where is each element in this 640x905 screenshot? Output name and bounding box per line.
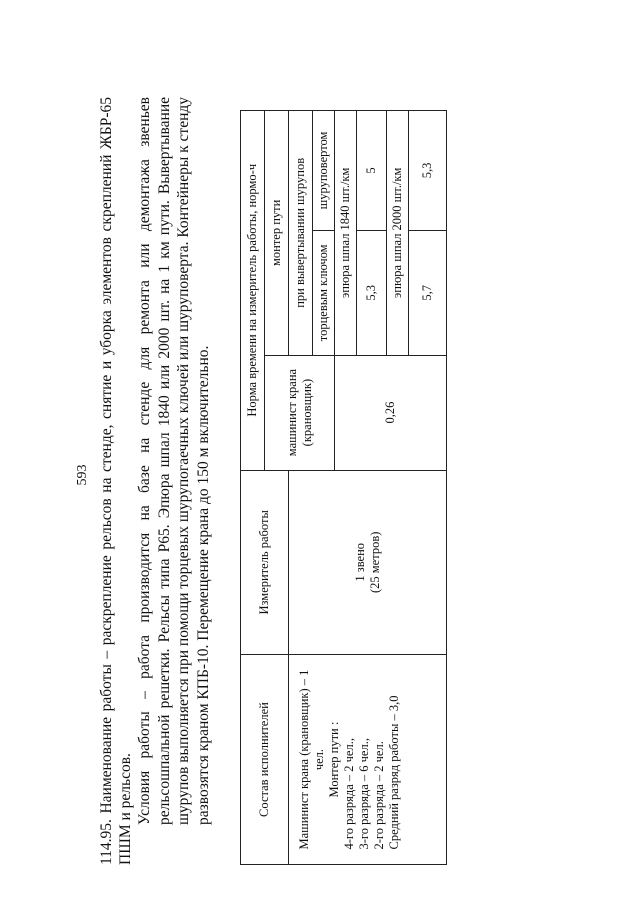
- crane-operator-value: 0,26: [335, 355, 447, 470]
- crew-cell: [289, 655, 447, 865]
- meter-line: (25 метров): [367, 531, 382, 594]
- work-title: 114.95. Наименование работы – раскрепление рельсов на стенде, снятие и уборка элементов скреплений ЖБР-65 ПШМ и рельсов.: [98, 97, 134, 865]
- crew-line: Средний разряд работы – 3,0: [387, 695, 401, 850]
- norm-table: [240, 110, 447, 865]
- crew-line: Машинист крана (крановщик) – 1: [297, 669, 311, 850]
- epure-1840-label: эпюра шпал 1840 шт./км: [335, 111, 357, 356]
- work-conditions: Условия работы – работа производится на базе на стенде для ремонта или демонтажа звеньев рельсошпальной решетки. Рельсы типа Р65. Эпюра шпал 1840 или 2000 шт. на 1 км пути. Вывертывание шурупов выполняется при помощи торцевых шурупогаечных ключей или шуруповерта. Контейнеры к стенду развозятся краном КПБ-10. Перемещение крана до 150 м включительно.: [136, 96, 212, 825]
- header-socket-wrench: торцевым ключом: [313, 230, 335, 355]
- header-meter: Измеритель работы: [241, 470, 289, 655]
- header-norm: Норма времени на измеритель работы, нормо-ч: [241, 111, 265, 471]
- meter-line: 1 звено: [352, 542, 367, 582]
- header-unscrewing: при вывертывании шурупов: [289, 111, 313, 356]
- meter-cell: [289, 470, 447, 655]
- epure-2000-screwdriver: 5,3: [409, 111, 447, 231]
- header-track-fitter: монтер пути: [265, 111, 289, 356]
- epure-2000-label: эпюра шпал 2000 шт./км: [387, 111, 409, 356]
- header-crew: Состав исполнителей: [241, 655, 289, 865]
- page-number: 593: [75, 464, 90, 486]
- rotated-page: [75, 85, 555, 865]
- header-screwdriver: шуруповертом: [313, 111, 335, 231]
- epure-2000-socket-wrench: 5,7: [409, 230, 447, 355]
- crew-line: Монтер пути :: [327, 721, 341, 798]
- crew-line: чел.: [312, 748, 326, 771]
- crew-line: 2-го разряда – 2 чел.: [372, 741, 386, 850]
- crew-list: [297, 670, 402, 850]
- header-crane-operator: машинист крана (крановщик): [265, 355, 335, 470]
- crew-line: 4-го разряда – 2 чел.,: [342, 738, 356, 850]
- epure-1840-screwdriver: 5: [357, 111, 387, 231]
- crew-line: 3-го разряда – 6 чел.,: [357, 738, 371, 850]
- epure-1840-socket-wrench: 5,3: [357, 230, 387, 355]
